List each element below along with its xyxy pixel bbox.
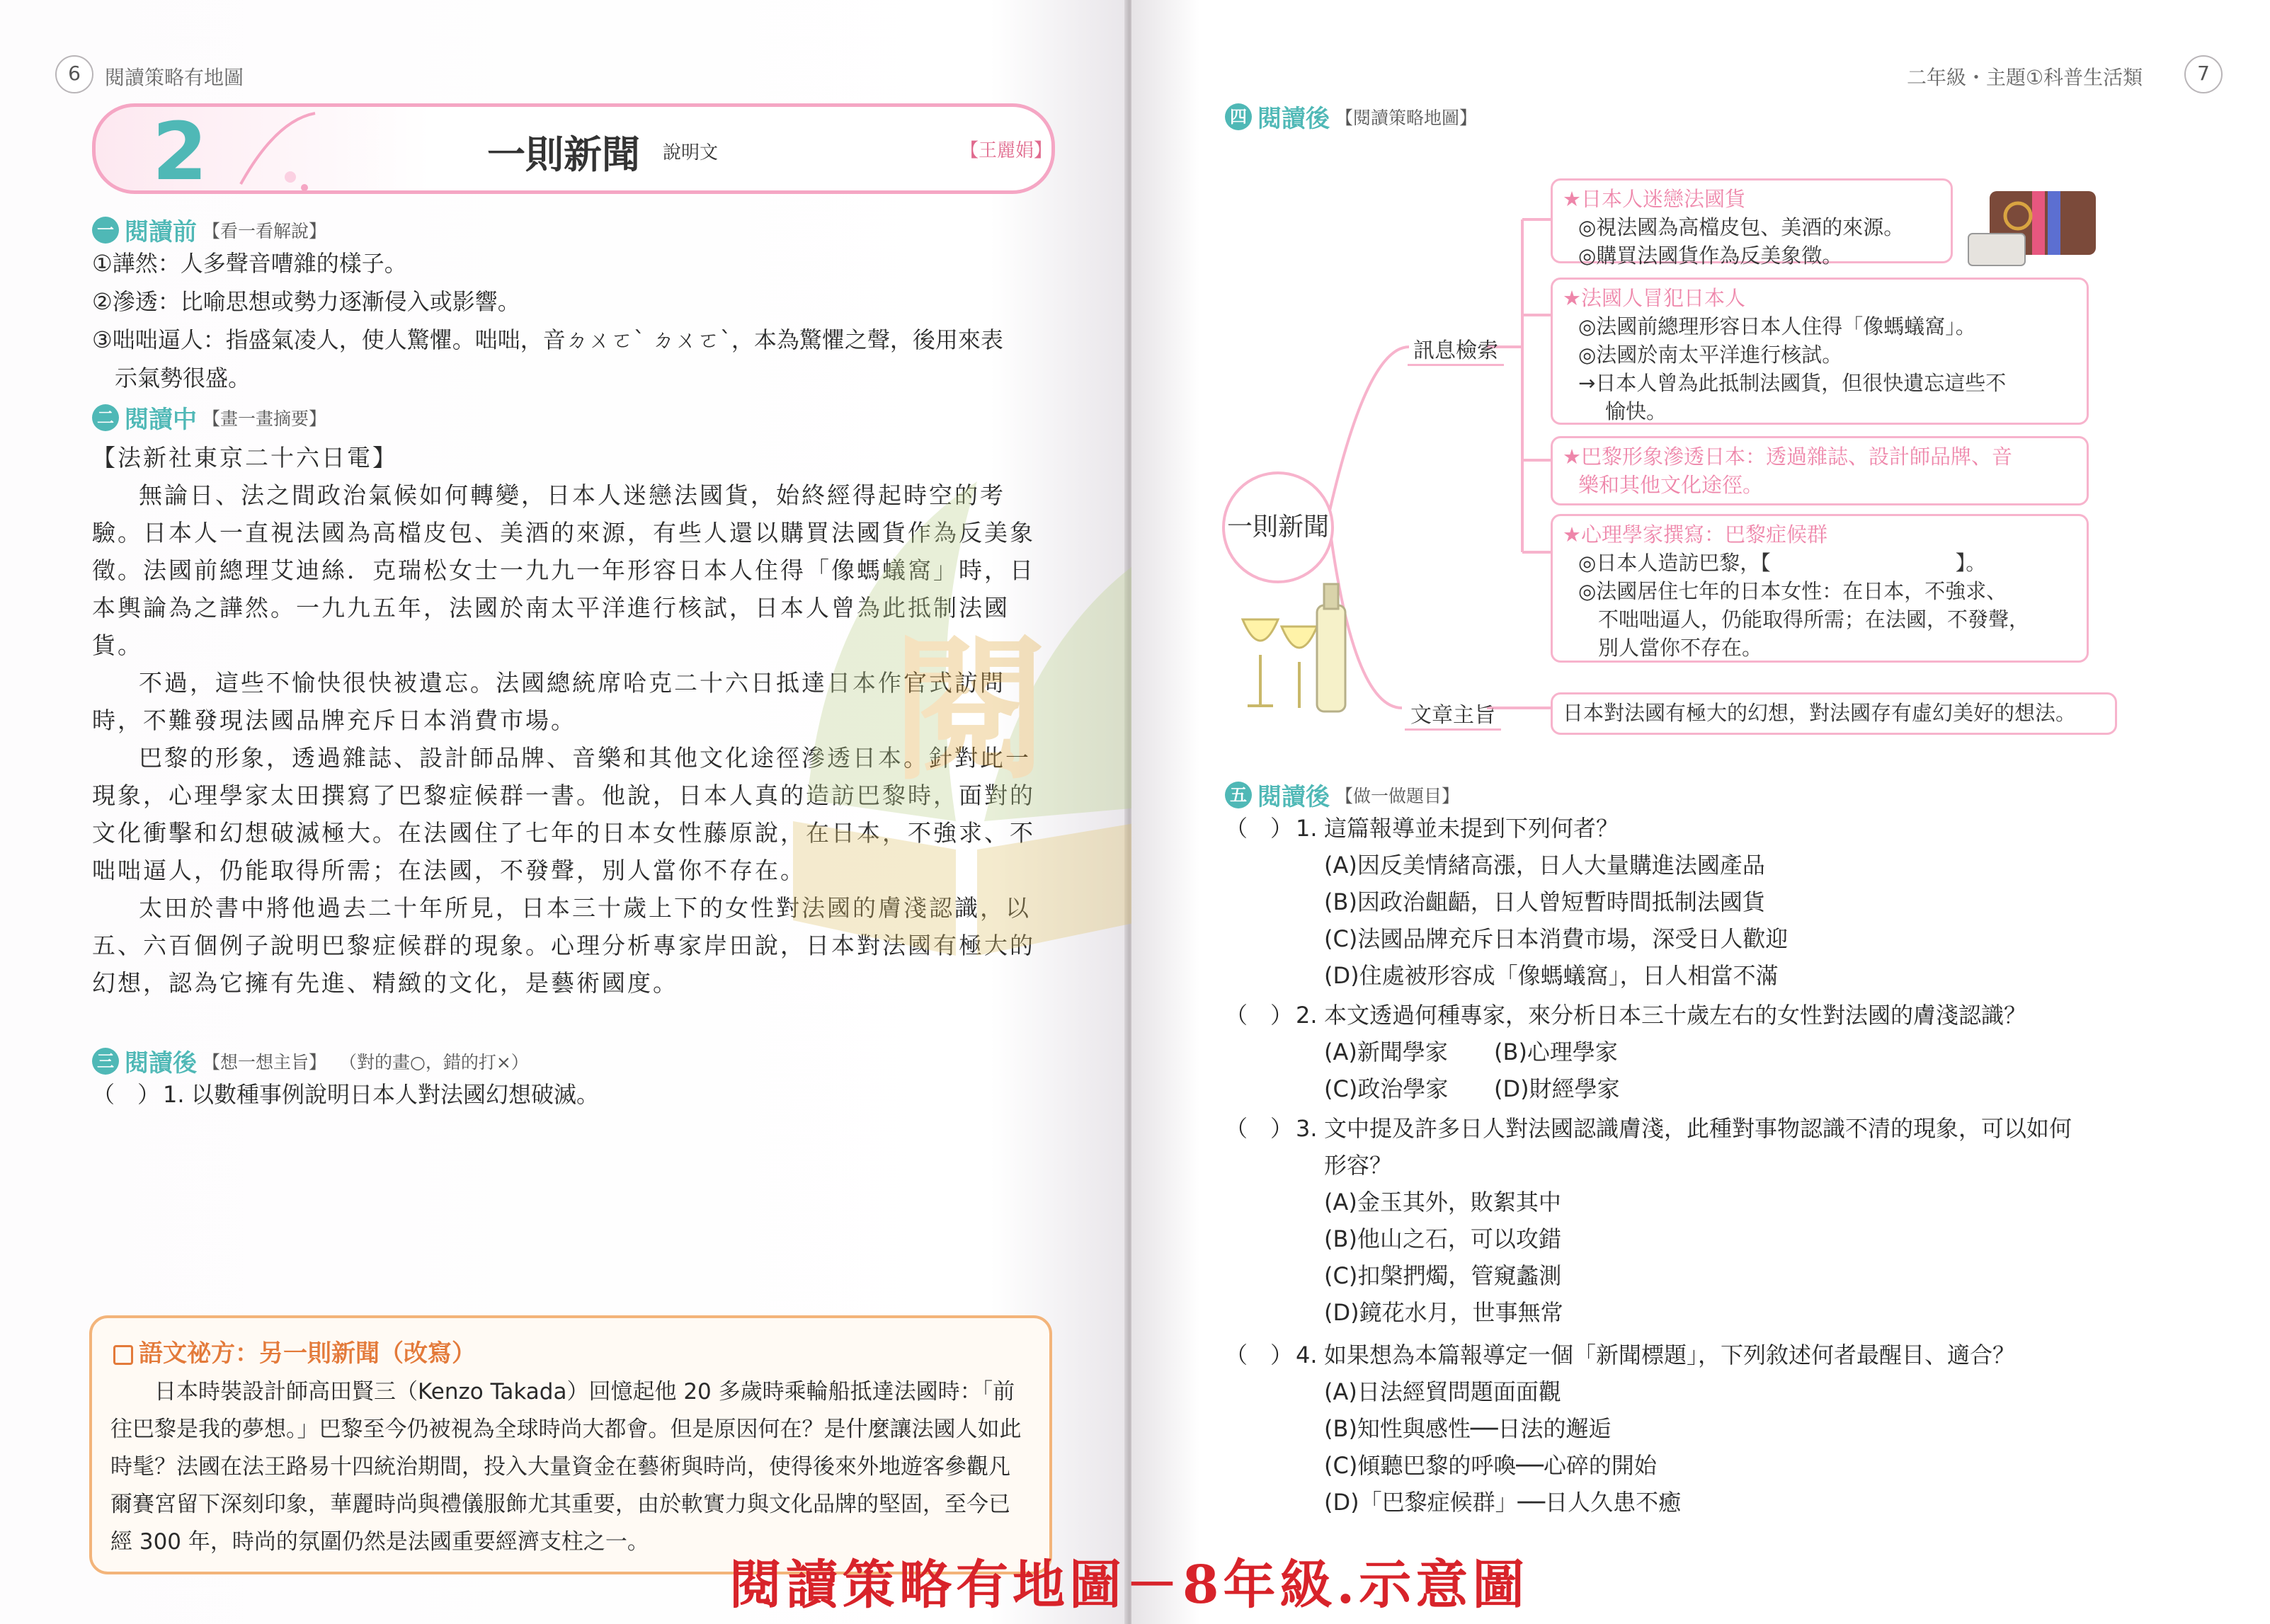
question-text: 本文透過何種專家，來分析日本三十歲左右的女性對法國的膚淺認識？ (1324, 1002, 2027, 1029)
answer-blank[interactable]: （ ） (1225, 1002, 1294, 1029)
section-title: 閱讀後 (1257, 105, 1330, 133)
section-title: 閱讀後 (1257, 783, 1330, 811)
node-item: ◎購買法國貨作為反美象徵。 (1578, 244, 1843, 268)
map-node-paris-image (1551, 436, 2089, 505)
question-text: 如果想為本篇報導定一個「新聞標題」，下列敘述何者最醒目、適合？ (1324, 1342, 2016, 1368)
answer-option: (B)心理學家 (1494, 1039, 1618, 1065)
section-exercises (1225, 777, 1459, 812)
language-tip-box (89, 1315, 1052, 1574)
section-subtitle: 【看一看解說】 (203, 220, 327, 241)
section-number-badge: 五 (1225, 782, 1252, 808)
page-header: 二年級・主題①科普生活類 (1907, 66, 2143, 89)
question-number: 2. (1296, 1002, 1318, 1029)
answer-option: (D)「巴黎症候群」──日人久患不癒 (1324, 1489, 1682, 1516)
answer-option: (C)傾聽巴黎的呼喚──心碎的開始 (1324, 1452, 1657, 1479)
answer-option: (A)因反美情緒高漲，日人大量購進法國產品 (1324, 852, 1765, 879)
section-title: 閱讀中 (125, 406, 197, 434)
banner-swirl-decoration (234, 106, 319, 198)
answer-option: (C)法國品牌充斥日本消費市場，深受日人歡迎 (1324, 925, 1789, 952)
news-paragraph: 無論日、法之間政治氣候如何轉變，日本人迷戀法國貨，始終經得起時空的考驗。日本人一直視法國為高檔皮包、美酒的來源，有些人還以購買法國貨作為反美象徵。法國前總理艾迪絲．克瑞松女士一九九一年形容日本人住得「像螞蟻窩」時，日本輿論為之譁然。一九九五年，法國於南太平洋進行核試，日本人曾為此抵制法國貨。 (92, 481, 1035, 659)
section-number-badge: 四 (1225, 103, 1252, 130)
answer-option: (D)財經學家 (1494, 1075, 1620, 1102)
tip-box-title (113, 1334, 476, 1368)
answer-blank[interactable]: （ ） (1225, 815, 1294, 842)
genre-label: 說明文 (663, 142, 719, 164)
question-number: 1. (163, 1081, 185, 1108)
node-item: 不咄咄逼人，仍能取得所需；在法國，不發聲， (1598, 607, 2030, 631)
question-number: 4. (1296, 1342, 1318, 1368)
question-number: 1. (1296, 815, 1318, 842)
answer-blank[interactable]: （ ） (92, 1081, 161, 1108)
node-item: 樂和其他文化途徑。 (1578, 473, 1764, 497)
bookmark-icon (113, 1345, 133, 1365)
question-text-continued: 形容？ (1324, 1152, 1393, 1179)
tip-box-paragraph: 日本時裝設計師高田賢三（Kenzo Takada）回憶起他 20 多歲時乘輪船抵達法國時：「前往巴黎是我的夢想。」巴黎至今仍被視為全球時尚大都會。但是原因何在？是什麼讓法國人如此時髦？法國在法王路易十四統治期間，投入大量資金在藝術與時尚，使得後來外地遊客參觀凡爾賽宮留下深刻印象，華麗時尚與禮儀服飾尤其重要，由於軟實力與文化品牌的堅固，至今已經 300 年，時尚的氛圍仍然是法國重要經濟支柱之一。 (110, 1379, 1022, 1555)
map-node-main-idea (1551, 692, 2117, 735)
answer-option: (C)扣槃捫燭，管窺蠡測 (1324, 1262, 1562, 1289)
node-item: ◎法國居住七年的日本女性：在日本，不強求、 (1578, 579, 2007, 603)
vocab-item: ②滲透：比喻思想或勢力逐漸侵入或影響。 (92, 288, 520, 315)
answer-option: (D)住處被形容成「像螞蟻窩」，日人相當不滿 (1324, 962, 1779, 989)
mind-map-center: 一則新聞 (1222, 471, 1334, 583)
mind-map-connectors (1324, 177, 1551, 729)
vocab-item: ①譁然：人多聲音嘈雜的樣子。 (92, 250, 407, 277)
question-text: 以數種事例說明日本人對法國幻想破滅。 (191, 1081, 600, 1108)
answer-blank[interactable]: （ ） (1225, 1115, 1294, 1142)
node-heading: ★法國人冒犯日本人 (1563, 286, 1745, 310)
true-false-question (92, 1076, 599, 1113)
vocab-item: ③咄咄逼人：指盛氣凌人，使人驚懼。咄咄，音ㄉㄨㄛˋ ㄉㄨㄛˋ，本為驚懼之聲，後用來表 (92, 326, 1003, 353)
section-subtitle: 【閱讀策略地圖】 (1335, 107, 1478, 128)
question-text: 文中提及許多日人對法國認識膚淺，此種對事物認識不清的現象，可以如何 (1324, 1115, 2072, 1142)
node-heading: ★巴黎形象滲透日本：透過雜誌、設計師品牌、音 (1563, 445, 2012, 469)
map-node-love-french-goods (1551, 178, 1953, 268)
section-title: 閱讀前 (125, 218, 197, 246)
node-item: ◎日本人造訪巴黎，【 】。 (1578, 551, 1987, 575)
node-item: →日本人曾為此抵制法國貨，但很快遺忘這些不 (1578, 371, 2007, 395)
page-header: 閱讀策略有地圖 (105, 66, 244, 89)
answer-option: (B)因政治齟齬，日人曾短暫時間抵制法國貨 (1324, 888, 1765, 915)
node-heading: ★心理學家撰寫：巴黎症候群 (1563, 522, 1827, 547)
section-subtitle: 【畫一畫摘要】 (203, 408, 327, 429)
tip-box-title-text: 語文祕方：另一則新聞（改寫） (139, 1339, 476, 1368)
node-item: 別人當你不存在。 (1598, 636, 1763, 660)
page-number: 6 (55, 55, 93, 93)
answer-option: (B)知性與感性──日法的邂逅 (1324, 1415, 1612, 1442)
question-text: 這篇報導並未提到下列何者？ (1324, 815, 1619, 842)
section-before-reading (92, 212, 326, 247)
node-item: ◎法國於南太平洋進行核試。 (1578, 343, 1843, 367)
news-paragraph: 不過，這些不愉快很快被遺忘。法國總統席哈克二十六日抵達日本作官式訪問時，不難發現法國品牌充斥日本消費市場。 (92, 669, 1005, 734)
tip-box-body (110, 1373, 1031, 1561)
author-label: 【王麗娟】 (960, 140, 1053, 161)
section-after-reading-main-idea (92, 1043, 529, 1078)
multiple-choice-question (1225, 1110, 2216, 1331)
vocab-list (92, 244, 1055, 397)
multiple-choice-question (1225, 810, 2216, 994)
node-item: ◎法國前總理形容日本人住得「像螞蟻窩」。 (1578, 314, 1976, 338)
answer-blank[interactable]: （ ） (1225, 1342, 1294, 1368)
section-number-badge: 一 (92, 217, 119, 244)
answer-option: (B)他山之石，可以攻錯 (1324, 1225, 1561, 1252)
section-strategy-map (1225, 99, 1477, 134)
node-heading: ★日本人迷戀法國貨 (1563, 187, 1745, 211)
svg-text:閱: 閱 (892, 620, 1049, 801)
branch-label-info-retrieval: 訊息檢索 (1408, 333, 1504, 366)
news-paragraph: 太田於書中將他過去二十年所見，日本三十歲上下的女性對法國的膚淺認識，以五、六百個例子說明巴黎症候群的現象。心理分析專家岸田說，日本對法國有極大的幻想，認為它擁有先進、精緻的文化，是藝術國度。 (92, 894, 1035, 997)
node-item: 日本對法國有極大的幻想，對法國存有虛幻美好的想法。 (1563, 701, 2077, 725)
multiple-choice-question (1225, 997, 2216, 1107)
section-number-badge: 三 (92, 1048, 119, 1075)
news-dateline: 【法新社東京二十六日電】 (92, 444, 398, 471)
section-title: 閱讀後 (125, 1049, 197, 1077)
question-number: 3. (1296, 1115, 1318, 1142)
section-number-badge: 二 (92, 404, 119, 431)
wine-glasses-illustration (1232, 577, 1352, 719)
section-subtitle: 【想一想主旨】 (203, 1051, 327, 1073)
multiple-choice-question (1225, 1337, 2216, 1521)
section-during-reading (92, 400, 326, 435)
section-instruction: （對的畫○，錯的打×） (339, 1051, 529, 1073)
answer-option: (A)新聞學家 (1324, 1039, 1448, 1065)
vocab-item: 示氣勢很盛。 (115, 365, 251, 391)
section-subtitle: 【做一做題目】 (1335, 785, 1460, 806)
handbag-illustration (1961, 177, 2110, 276)
answer-option: (D)鏡花水月，世事無常 (1324, 1299, 1563, 1326)
page-title: 一則新聞 (487, 132, 640, 177)
answer-option: (A)金玉其外，敗絮其中 (1324, 1189, 1561, 1216)
node-item: ◎視法國為高檔皮包、美酒的來源。 (1578, 215, 1905, 239)
node-item: 愉快。 (1605, 399, 1667, 423)
branch-label-main-idea: 文章主旨 (1405, 697, 1501, 731)
answer-option: (C)政治學家 (1324, 1075, 1449, 1102)
sample-caption: 閱讀策略有地圖－8年級.示意圖 (729, 1555, 1529, 1616)
news-paragraph: 巴黎的形象，透過雜誌、設計師品牌、音樂和其他文化途徑滲透日本。針對此一現象，心理學家太田撰寫了巴黎症候群一書。他說，日本人真的造訪巴黎時，面對的文化衝擊和幻想破滅極大。在法國住了七年的日本女性藤原說，在日本，不強求、不咄咄逼人，仍能取得所需；在法國，不發聲，別人當你不存在。 (92, 744, 1035, 884)
map-node-paris-syndrome (1551, 514, 2089, 663)
lesson-number: 2 (152, 106, 207, 198)
page-number: 7 (2184, 55, 2223, 93)
answer-option: (A)日法經貿問題面面觀 (1324, 1378, 1561, 1405)
map-node-french-offend (1551, 278, 2089, 425)
